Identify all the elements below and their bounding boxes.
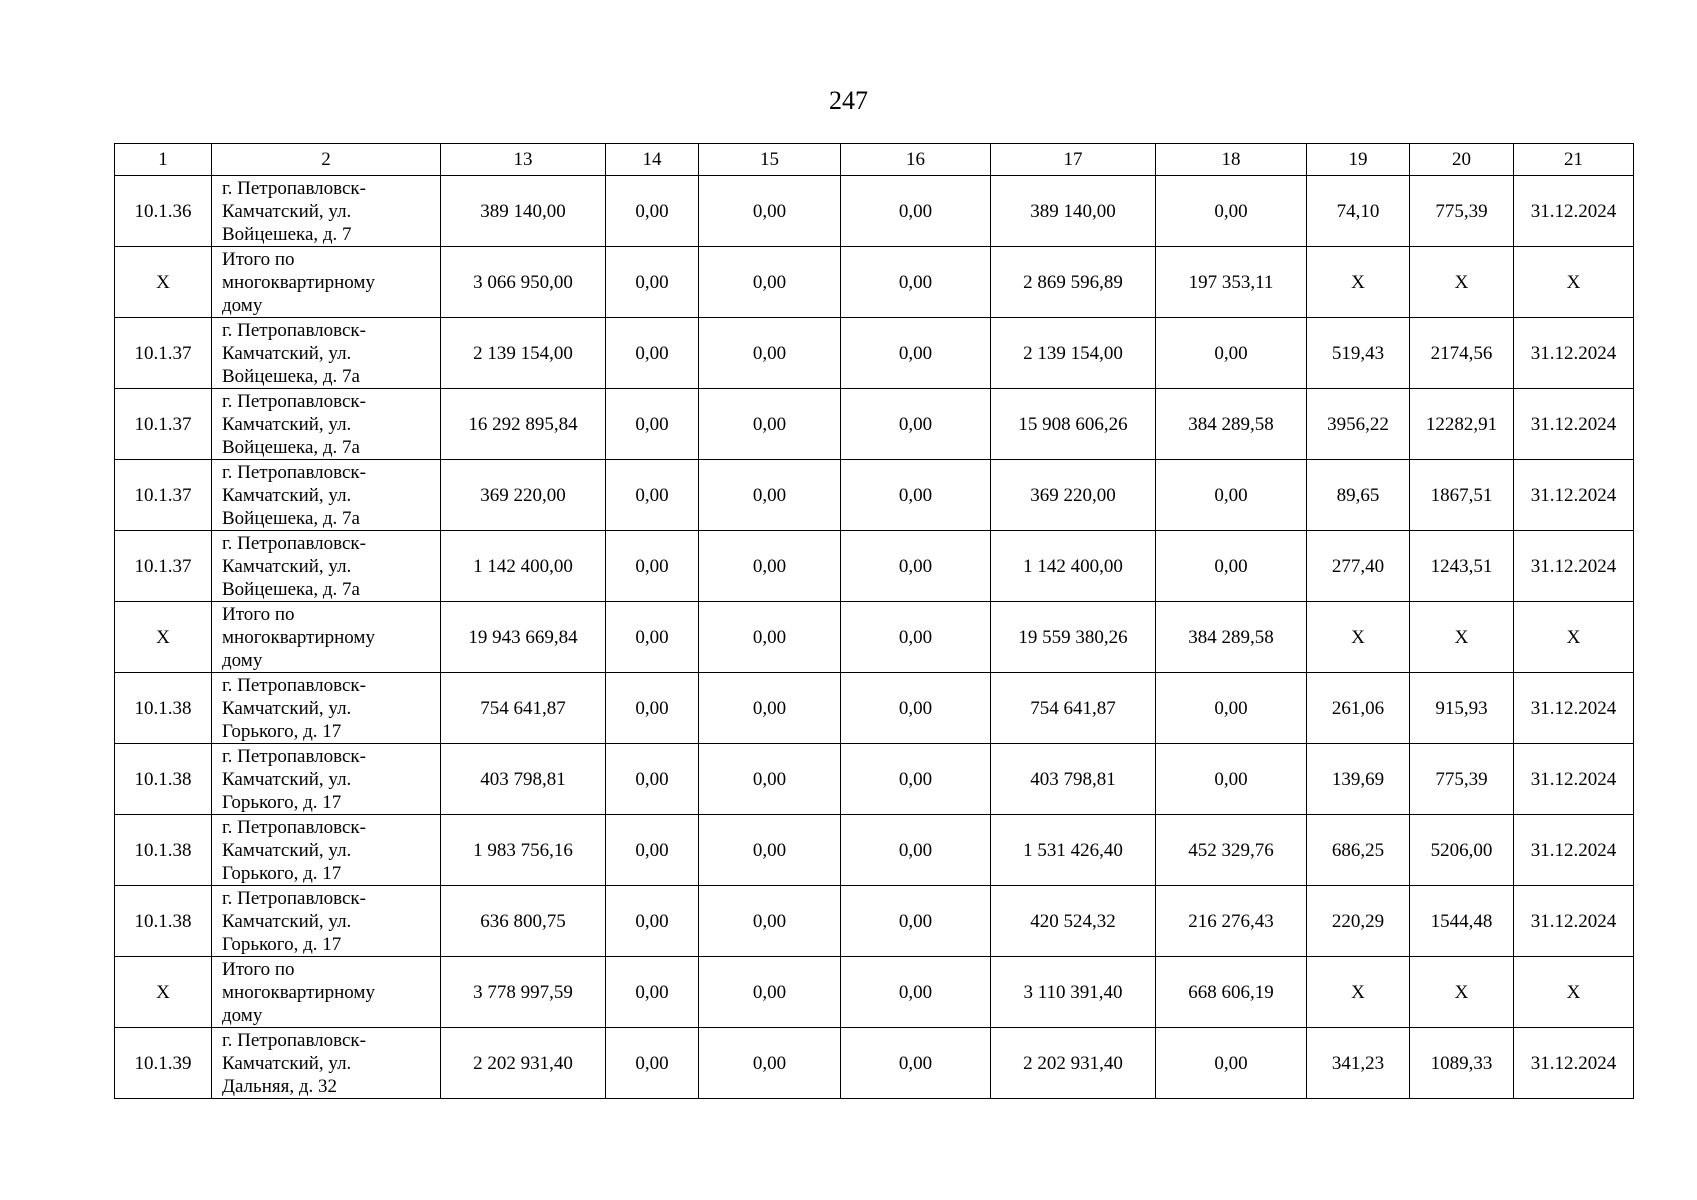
address-line: Войцешека, д. 7а [222, 436, 360, 458]
address-line: Камчатский, ул. [222, 697, 352, 719]
col-20-cell: 12282,91 [1410, 389, 1514, 460]
column-number: 2 [212, 144, 441, 176]
date-cell: 31.12.2024 [1514, 531, 1634, 602]
item-number-cell: X [115, 602, 212, 673]
col-15-cell: 0,00 [699, 815, 841, 886]
total-cost-cell: 2 139 154,00 [441, 318, 606, 389]
item-number-cell: 10.1.37 [115, 318, 212, 389]
col-20-cell: 2174,56 [1410, 318, 1514, 389]
address-cell [212, 1028, 441, 1099]
col-17-cell: 403 798,81 [991, 744, 1156, 815]
address-line: Камчатский, ул. [222, 1052, 352, 1074]
address-line: Камчатский, ул. [222, 768, 352, 790]
table-row [115, 1028, 1634, 1099]
date-cell: 31.12.2024 [1514, 460, 1634, 531]
col-14-cell: 0,00 [606, 531, 699, 602]
item-number-cell: 10.1.36 [115, 176, 212, 247]
address-line: Камчатский, ул. [222, 413, 352, 435]
address-line: многоквартирному [222, 981, 375, 1003]
address-line: Камчатский, ул. [222, 839, 352, 861]
table-row [115, 957, 1634, 1028]
table-row [115, 744, 1634, 815]
item-number-cell: 10.1.38 [115, 744, 212, 815]
col-19-cell: X [1307, 247, 1410, 318]
address-line: г. Петропавловск- [222, 319, 366, 341]
col-19-cell: 519,43 [1307, 318, 1410, 389]
item-number-cell: 10.1.38 [115, 673, 212, 744]
address-line: г. Петропавловск- [222, 887, 366, 909]
address-line: Камчатский, ул. [222, 910, 352, 932]
col-14-cell: 0,00 [606, 957, 699, 1028]
address-line: г. Петропавловск- [222, 390, 366, 412]
col-18-cell: 0,00 [1156, 744, 1307, 815]
col-20-cell: 915,93 [1410, 673, 1514, 744]
col-20-cell: 775,39 [1410, 176, 1514, 247]
address-line: Войцешека, д. 7а [222, 507, 360, 529]
column-number: 19 [1307, 144, 1410, 176]
address-line: Войцешека, д. 7а [222, 365, 360, 387]
col-16-cell: 0,00 [841, 318, 991, 389]
col-15-cell: 0,00 [699, 886, 841, 957]
col-16-cell: 0,00 [841, 176, 991, 247]
table-body [115, 144, 1634, 1099]
date-cell: X [1514, 957, 1634, 1028]
col-16-cell: 0,00 [841, 460, 991, 531]
date-cell: 31.12.2024 [1514, 744, 1634, 815]
col-19-cell: 89,65 [1307, 460, 1410, 531]
address-cell [212, 389, 441, 460]
col-20-cell: X [1410, 247, 1514, 318]
date-cell: 31.12.2024 [1514, 318, 1634, 389]
total-cost-cell: 2 202 931,40 [441, 1028, 606, 1099]
total-cost-cell: 636 800,75 [441, 886, 606, 957]
item-number-cell: 10.1.37 [115, 531, 212, 602]
col-18-cell: 384 289,58 [1156, 602, 1307, 673]
col-19-cell: 74,10 [1307, 176, 1410, 247]
col-18-cell: 0,00 [1156, 318, 1307, 389]
col-17-cell: 2 869 596,89 [991, 247, 1156, 318]
table-row [115, 247, 1634, 318]
col-14-cell: 0,00 [606, 1028, 699, 1099]
col-18-cell: 0,00 [1156, 1028, 1307, 1099]
address-cell [212, 886, 441, 957]
address-line: Горького, д. 17 [222, 862, 342, 884]
page-number: 247 [829, 86, 868, 115]
col-18-cell: 0,00 [1156, 673, 1307, 744]
total-cost-cell: 3 778 997,59 [441, 957, 606, 1028]
col-18-cell: 0,00 [1156, 176, 1307, 247]
address-cell [212, 744, 441, 815]
address-line: г. Петропавловск- [222, 461, 366, 483]
address-line: г. Петропавловск- [222, 674, 366, 696]
col-14-cell: 0,00 [606, 673, 699, 744]
address-line: г. Петропавловск- [222, 816, 366, 838]
col-20-cell: 775,39 [1410, 744, 1514, 815]
col-15-cell: 0,00 [699, 318, 841, 389]
col-17-cell: 1 142 400,00 [991, 531, 1156, 602]
address-line: Итого по [222, 958, 295, 980]
col-17-cell: 369 220,00 [991, 460, 1156, 531]
col-17-cell: 2 139 154,00 [991, 318, 1156, 389]
column-number: 20 [1410, 144, 1514, 176]
col-16-cell: 0,00 [841, 673, 991, 744]
column-number: 21 [1514, 144, 1634, 176]
address-line: Горького, д. 17 [222, 933, 342, 955]
address-cell [212, 318, 441, 389]
address-line: Горького, д. 17 [222, 791, 342, 813]
date-cell: 31.12.2024 [1514, 389, 1634, 460]
address-cell [212, 176, 441, 247]
table-row [115, 389, 1634, 460]
total-cost-cell: 1 983 756,16 [441, 815, 606, 886]
address-cell [212, 460, 441, 531]
item-number-cell: X [115, 957, 212, 1028]
table-row [115, 815, 1634, 886]
address-line: Дальняя, д. 32 [222, 1075, 338, 1097]
col-17-cell: 754 641,87 [991, 673, 1156, 744]
address-line: г. Петропавловск- [222, 1029, 366, 1051]
total-cost-cell: 16 292 895,84 [441, 389, 606, 460]
date-cell: 31.12.2024 [1514, 673, 1634, 744]
total-cost-cell: 3 066 950,00 [441, 247, 606, 318]
col-20-cell: 5206,00 [1410, 815, 1514, 886]
col-19-cell: 3956,22 [1307, 389, 1410, 460]
item-number-cell: 10.1.39 [115, 1028, 212, 1099]
col-18-cell: 197 353,11 [1156, 247, 1307, 318]
table-row [115, 602, 1634, 673]
col-16-cell: 0,00 [841, 1028, 991, 1099]
col-18-cell: 216 276,43 [1156, 886, 1307, 957]
col-18-cell: 0,00 [1156, 460, 1307, 531]
item-number-cell: 10.1.37 [115, 460, 212, 531]
address-line: дому [222, 294, 263, 316]
date-cell: X [1514, 602, 1634, 673]
item-number-cell: 10.1.37 [115, 389, 212, 460]
date-cell: 31.12.2024 [1514, 815, 1634, 886]
address-cell [212, 957, 441, 1028]
address-line: Камчатский, ул. [222, 555, 352, 577]
col-20-cell: 1089,33 [1410, 1028, 1514, 1099]
address-cell [212, 673, 441, 744]
col-19-cell: 277,40 [1307, 531, 1410, 602]
col-14-cell: 0,00 [606, 176, 699, 247]
col-19-cell: 139,69 [1307, 744, 1410, 815]
column-number: 18 [1156, 144, 1307, 176]
col-17-cell: 389 140,00 [991, 176, 1156, 247]
col-17-cell: 1 531 426,40 [991, 815, 1156, 886]
item-number-cell: 10.1.38 [115, 886, 212, 957]
total-cost-cell: 1 142 400,00 [441, 531, 606, 602]
address-cell [212, 247, 441, 318]
data-table [114, 143, 1634, 1099]
col-16-cell: 0,00 [841, 389, 991, 460]
address-cell [212, 815, 441, 886]
col-15-cell: 0,00 [699, 176, 841, 247]
table-row [115, 531, 1634, 602]
col-20-cell: X [1410, 602, 1514, 673]
table-row [115, 673, 1634, 744]
col-19-cell: X [1307, 602, 1410, 673]
address-cell [212, 531, 441, 602]
col-19-cell: 220,29 [1307, 886, 1410, 957]
address-line: Итого по [222, 603, 295, 625]
col-16-cell: 0,00 [841, 602, 991, 673]
column-number-row [115, 144, 1634, 176]
col-14-cell: 0,00 [606, 815, 699, 886]
column-number: 1 [115, 144, 212, 176]
address-line: многоквартирному [222, 271, 375, 293]
col-18-cell: 384 289,58 [1156, 389, 1307, 460]
column-number: 16 [841, 144, 991, 176]
col-17-cell: 15 908 606,26 [991, 389, 1156, 460]
column-number: 15 [699, 144, 841, 176]
col-14-cell: 0,00 [606, 389, 699, 460]
item-number-cell: X [115, 247, 212, 318]
address-line: дому [222, 649, 263, 671]
col-15-cell: 0,00 [699, 957, 841, 1028]
address-line: г. Петропавловск- [222, 532, 366, 554]
date-cell: 31.12.2024 [1514, 886, 1634, 957]
table-row [115, 318, 1634, 389]
col-14-cell: 0,00 [606, 744, 699, 815]
date-cell: 31.12.2024 [1514, 176, 1634, 247]
col-16-cell: 0,00 [841, 886, 991, 957]
date-cell: X [1514, 247, 1634, 318]
col-15-cell: 0,00 [699, 1028, 841, 1099]
column-number: 17 [991, 144, 1156, 176]
col-14-cell: 0,00 [606, 460, 699, 531]
date-cell: 31.12.2024 [1514, 1028, 1634, 1099]
table-row [115, 460, 1634, 531]
col-15-cell: 0,00 [699, 247, 841, 318]
address-line: многоквартирному [222, 626, 375, 648]
col-17-cell: 2 202 931,40 [991, 1028, 1156, 1099]
address-line: г. Петропавловск- [222, 177, 366, 199]
col-16-cell: 0,00 [841, 957, 991, 1028]
table-row [115, 176, 1634, 247]
col-14-cell: 0,00 [606, 247, 699, 318]
col-19-cell: 686,25 [1307, 815, 1410, 886]
address-line: Горького, д. 17 [222, 720, 342, 742]
col-20-cell: X [1410, 957, 1514, 1028]
column-number: 13 [441, 144, 606, 176]
col-17-cell: 3 110 391,40 [991, 957, 1156, 1028]
col-17-cell: 19 559 380,26 [991, 602, 1156, 673]
address-line: Камчатский, ул. [222, 484, 352, 506]
item-number-cell: 10.1.38 [115, 815, 212, 886]
col-14-cell: 0,00 [606, 602, 699, 673]
address-line: г. Петропавловск- [222, 745, 366, 767]
address-line: дому [222, 1004, 263, 1026]
col-15-cell: 0,00 [699, 744, 841, 815]
col-20-cell: 1544,48 [1410, 886, 1514, 957]
table-row [115, 886, 1634, 957]
col-18-cell: 0,00 [1156, 531, 1307, 602]
address-line: Камчатский, ул. [222, 200, 352, 222]
col-15-cell: 0,00 [699, 602, 841, 673]
address-line: Камчатский, ул. [222, 342, 352, 364]
col-16-cell: 0,00 [841, 247, 991, 318]
col-16-cell: 0,00 [841, 815, 991, 886]
column-number: 14 [606, 144, 699, 176]
col-17-cell: 420 524,32 [991, 886, 1156, 957]
address-line: Итого по [222, 248, 295, 270]
total-cost-cell: 369 220,00 [441, 460, 606, 531]
col-20-cell: 1243,51 [1410, 531, 1514, 602]
col-14-cell: 0,00 [606, 318, 699, 389]
col-15-cell: 0,00 [699, 389, 841, 460]
col-16-cell: 0,00 [841, 744, 991, 815]
col-20-cell: 1867,51 [1410, 460, 1514, 531]
col-15-cell: 0,00 [699, 673, 841, 744]
col-19-cell: 341,23 [1307, 1028, 1410, 1099]
total-cost-cell: 389 140,00 [441, 176, 606, 247]
col-18-cell: 668 606,19 [1156, 957, 1307, 1028]
col-15-cell: 0,00 [699, 460, 841, 531]
col-19-cell: X [1307, 957, 1410, 1028]
total-cost-cell: 754 641,87 [441, 673, 606, 744]
col-19-cell: 261,06 [1307, 673, 1410, 744]
total-cost-cell: 19 943 669,84 [441, 602, 606, 673]
col-16-cell: 0,00 [841, 531, 991, 602]
address-line: Войцешека, д. 7 [222, 223, 352, 245]
col-15-cell: 0,00 [699, 531, 841, 602]
total-cost-cell: 403 798,81 [441, 744, 606, 815]
address-line: Войцешека, д. 7а [222, 578, 360, 600]
col-18-cell: 452 329,76 [1156, 815, 1307, 886]
col-14-cell: 0,00 [606, 886, 699, 957]
address-cell [212, 602, 441, 673]
